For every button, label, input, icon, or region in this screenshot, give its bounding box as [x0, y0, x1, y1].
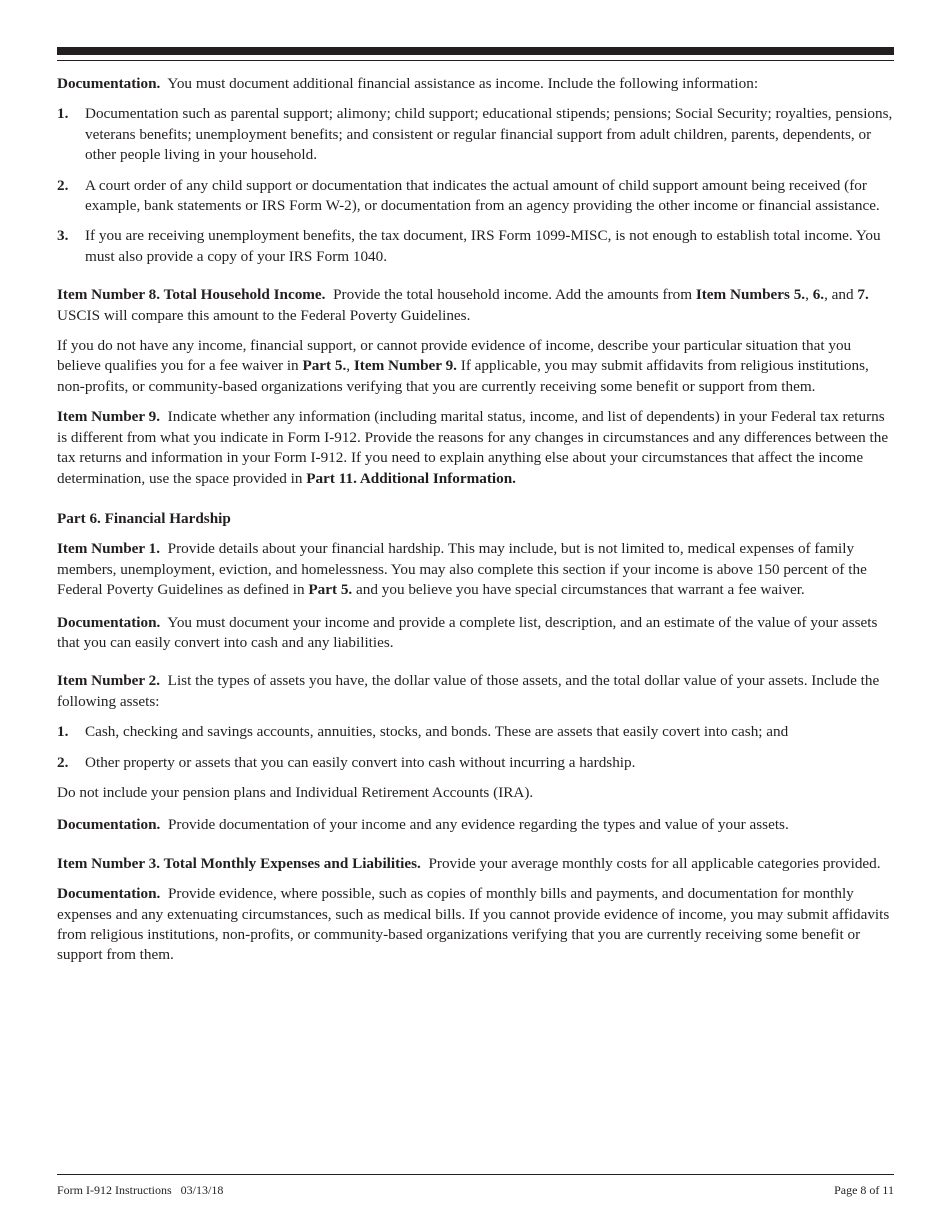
documentation-paragraph: [57, 74, 897, 94]
item-1-label: Item Number 1.: [57, 540, 161, 558]
documentation-text: You must document your income and provide a complete list, description, and an estimate of the value of your assets that you can easily convert into cash and any liabilities.: [57, 613, 878, 651]
no-income-text-2: If applicable, you may submit affidavits from religious institutions, non-profits, or community-based organizations verifying that you are currently receiving some benefit or support from them.: [57, 357, 869, 395]
list-item: [57, 753, 897, 773]
list-number: 3.: [57, 227, 69, 245]
item-1-text-2: and you believe you have special circumstances that warrant a fee waiver.: [356, 581, 805, 599]
documentation-label: Documentation.: [57, 613, 161, 631]
list-number: 1.: [57, 105, 69, 123]
item-7-ref: 7.: [857, 286, 869, 304]
list-item: [57, 722, 897, 742]
item-numbers-ref: Item Numbers 5.: [695, 286, 806, 304]
item-8-text-2: USCIS will compare this amount to the Federal Poverty Guidelines.: [57, 306, 471, 324]
list-text: Cash, checking and savings accounts, annuities, stocks, and bonds. These are assets that easily covert into cash; and: [85, 723, 789, 741]
item-9-text: Indicate whether any information (including marital status, income, and list of dependents) in your Federal tax returns is different from what you indicate in Form I-912. Provide the reasons for any changes in circumstances and any differences between the tax returns and information in your Form I-912. If you need to explain anything else about your circumstances that affect the income determination, use the space provided in: [57, 408, 889, 487]
item-6-ref: 6.: [812, 286, 825, 304]
part-5-ref: Part 5.: [308, 581, 353, 599]
item-3-text: Provide your average monthly costs for all applicable categories provided.: [428, 854, 881, 872]
footer-rule: [57, 1174, 894, 1175]
part-11-ref: Part 11. Additional Information.: [306, 469, 516, 487]
item-8-label: Item Number 8. Total Household Income.: [57, 286, 326, 304]
no-income-text: If you do not have any income, financial support, or cannot provide evidence of income, describe your particular situation that you believe qualifies you for a fee waiver in: [57, 337, 852, 375]
list-item: [57, 176, 897, 217]
documentation-text: You must document additional financial assistance as income. Include the following information:: [167, 75, 759, 92]
documentation-text: Provide documentation of your income and any evidence regarding the types and value of your assets.: [167, 816, 789, 834]
list-number: 2.: [57, 753, 69, 771]
documentation-paragraph: [57, 815, 897, 835]
item-2-label: Item Number 2.: [57, 672, 161, 690]
list-item: [57, 226, 897, 267]
separator: ,: [346, 357, 354, 375]
item-3-label: Item Number 3. Total Monthly Expenses and Liabilities.: [57, 854, 421, 872]
part6-item-1-paragraph: [57, 539, 897, 600]
documentation-label: Documentation.: [57, 816, 161, 834]
part-6-heading: Part 6. Financial Hardship: [57, 509, 231, 527]
list-item: [57, 104, 897, 165]
footer-page-number: Page 8 of 11: [834, 1183, 894, 1197]
part6-item-3-paragraph: [57, 854, 897, 874]
item-8-text: Provide the total household income. Add the amounts from: [333, 286, 693, 304]
separator: ,: [805, 286, 813, 304]
documentation-label: Documentation.: [57, 75, 161, 92]
item-9-paragraph: [57, 407, 897, 489]
separator: , and: [824, 286, 858, 304]
documentation-paragraph: [57, 613, 897, 654]
list-text: If you are receiving unemployment benefits, the tax document, IRS Form 1099-MISC, is not enough to establish total income. You must also provide a copy of your IRS Form 1040.: [85, 227, 881, 265]
item-2-text: List the types of assets you have, the dollar value of those assets, and the total dollar value of your assets. Include the following assets:: [57, 672, 880, 710]
header-rule-thin: [57, 60, 894, 61]
exclude-paragraph: Do not include your pension plans and Individual Retirement Accounts (IRA).: [57, 783, 534, 801]
section-heading: [57, 509, 897, 529]
item-9-label: Item Number 9.: [57, 408, 161, 426]
item-1-text: Provide details about your financial hardship. This may include, but is not limited to, medical expenses of family members, unemployment, eviction, and homelessness. You may also complete this section if your income is above 150 percent of the Federal Poverty Guidelines as defined in: [57, 540, 867, 599]
item-9-ref: Item Number 9.: [353, 357, 457, 375]
list-text: A court order of any child support or documentation that indicates the actual amount of child support amount being received (for example, bank statements or IRS Form W-2), or documentation from an agency providing the other income or financial assistance.: [85, 176, 880, 215]
documentation-label: Documentation.: [57, 885, 161, 903]
list-number: 2.: [57, 176, 69, 194]
footer-form-id: Form I-912 Instructions 03/13/18: [57, 1183, 224, 1197]
documentation-text: Provide evidence, where possible, such as copies of monthly bills and payments, and documentation for monthly expenses and any extenuating circumstances, such as medical bills. If you cannot provide evidence of income, you may submit affidavits from religious institutions, non-profits, or community-based organizations verifying that you are currently receiving some benefit or support from them.: [57, 885, 890, 964]
list-text: Other property or assets that you can easily convert into cash without incurring a hardship.: [85, 753, 636, 771]
item-8-paragraph: [57, 285, 897, 326]
no-income-paragraph: [57, 336, 897, 397]
list-text: Documentation such as parental support; alimony; child support; educational stipends; pensions; Social Security; royalties, pensions, veterans benefits; unemployment benefits; and consistent or regular financial support from adult children, parents, dependents, or other people living in your household.: [85, 105, 893, 164]
list-number: 1.: [57, 723, 69, 741]
header-rule-thick: [57, 47, 894, 55]
part-5-ref: Part 5.: [302, 357, 347, 375]
documentation-paragraph: [57, 884, 897, 966]
part6-item-2-paragraph: [57, 671, 897, 712]
page-body: [57, 74, 897, 966]
